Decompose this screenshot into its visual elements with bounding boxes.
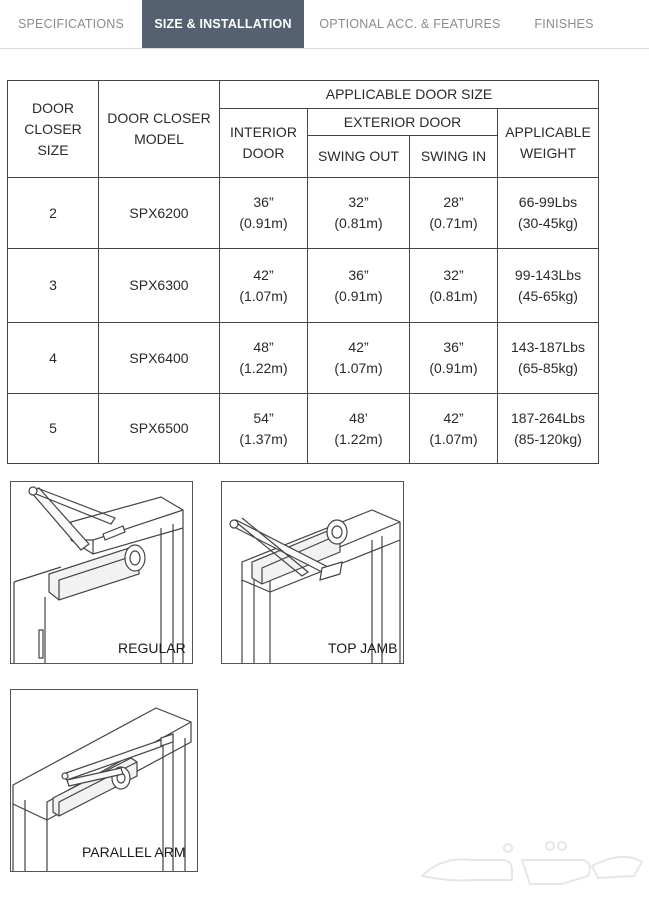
cell-swing-out: 32” (0.81m)	[308, 178, 410, 249]
cell-swing-in: 42” (1.07m)	[410, 394, 498, 464]
caption-top-jamb: TOP JAMB	[328, 640, 398, 656]
header-swing-in: SWING IN	[410, 136, 498, 178]
cell-model: SPX6200	[99, 178, 220, 249]
header-applicable-door-size: APPLICABLE DOOR SIZE	[220, 81, 599, 109]
cell-interior: 42” (1.07m)	[220, 249, 308, 323]
header-door-closer-size: DOOR CLOSER SIZE	[8, 81, 99, 178]
cell-size: 3	[8, 249, 99, 323]
header-applicable-weight: APPLICABLE WEIGHT	[498, 109, 599, 178]
header-interior-door: INTERIOR DOOR	[220, 109, 308, 178]
figure-regular	[10, 481, 193, 664]
header-swing-out: SWING OUT	[308, 136, 410, 178]
tab-size-installation[interactable]: SIZE & INSTALLATION	[142, 0, 304, 48]
header-exterior-door: EXTERIOR DOOR	[308, 109, 498, 136]
regular-install-illustration	[11, 482, 192, 663]
table-row	[8, 323, 599, 394]
cell-weight: 143-187Lbs (65-85kg)	[498, 323, 599, 394]
cell-swing-out: 42” (1.07m)	[308, 323, 410, 394]
cell-size: 2	[8, 178, 99, 249]
header-door-closer-model: DOOR CLOSER MODEL	[99, 81, 220, 178]
top-jamb-install-illustration	[222, 482, 403, 663]
tab-specifications[interactable]: SPECIFICATIONS	[17, 17, 125, 31]
cell-interior: 48” (1.22m)	[220, 323, 308, 394]
cell-weight: 66-99Lbs (30-45kg)	[498, 178, 599, 249]
tab-finishes[interactable]: FINISHES	[534, 17, 594, 31]
figure-parallel-arm	[10, 689, 198, 872]
cell-swing-in: 28” (0.71m)	[410, 178, 498, 249]
tab-optional-accessories[interactable]: OPTIONAL ACC. & FEATURES	[319, 17, 501, 31]
table-row	[8, 394, 599, 464]
cell-swing-out: 36” (0.91m)	[308, 249, 410, 323]
table-row	[8, 178, 599, 249]
size-table	[7, 80, 599, 464]
cell-weight: 99-143Lbs (45-65kg)	[498, 249, 599, 323]
caption-parallel-arm: PARALLEL ARM	[82, 844, 186, 860]
cell-size: 5	[8, 394, 99, 464]
figure-top-jamb	[221, 481, 404, 664]
haraj-logo-icon	[412, 836, 647, 892]
cell-swing-in: 36” (0.91m)	[410, 323, 498, 394]
cell-model: SPX6500	[99, 394, 220, 464]
cell-interior: 36” (0.91m)	[220, 178, 308, 249]
cell-interior: 54” (1.37m)	[220, 394, 308, 464]
tab-bar	[0, 0, 649, 49]
cell-swing-in: 32” (0.81m)	[410, 249, 498, 323]
table-row	[8, 249, 599, 323]
caption-regular: REGULAR	[118, 640, 186, 656]
cell-swing-out: 48’ (1.22m)	[308, 394, 410, 464]
cell-model: SPX6400	[99, 323, 220, 394]
cell-weight: 187-264Lbs (85-120kg)	[498, 394, 599, 464]
cell-model: SPX6300	[99, 249, 220, 323]
cell-size: 4	[8, 323, 99, 394]
